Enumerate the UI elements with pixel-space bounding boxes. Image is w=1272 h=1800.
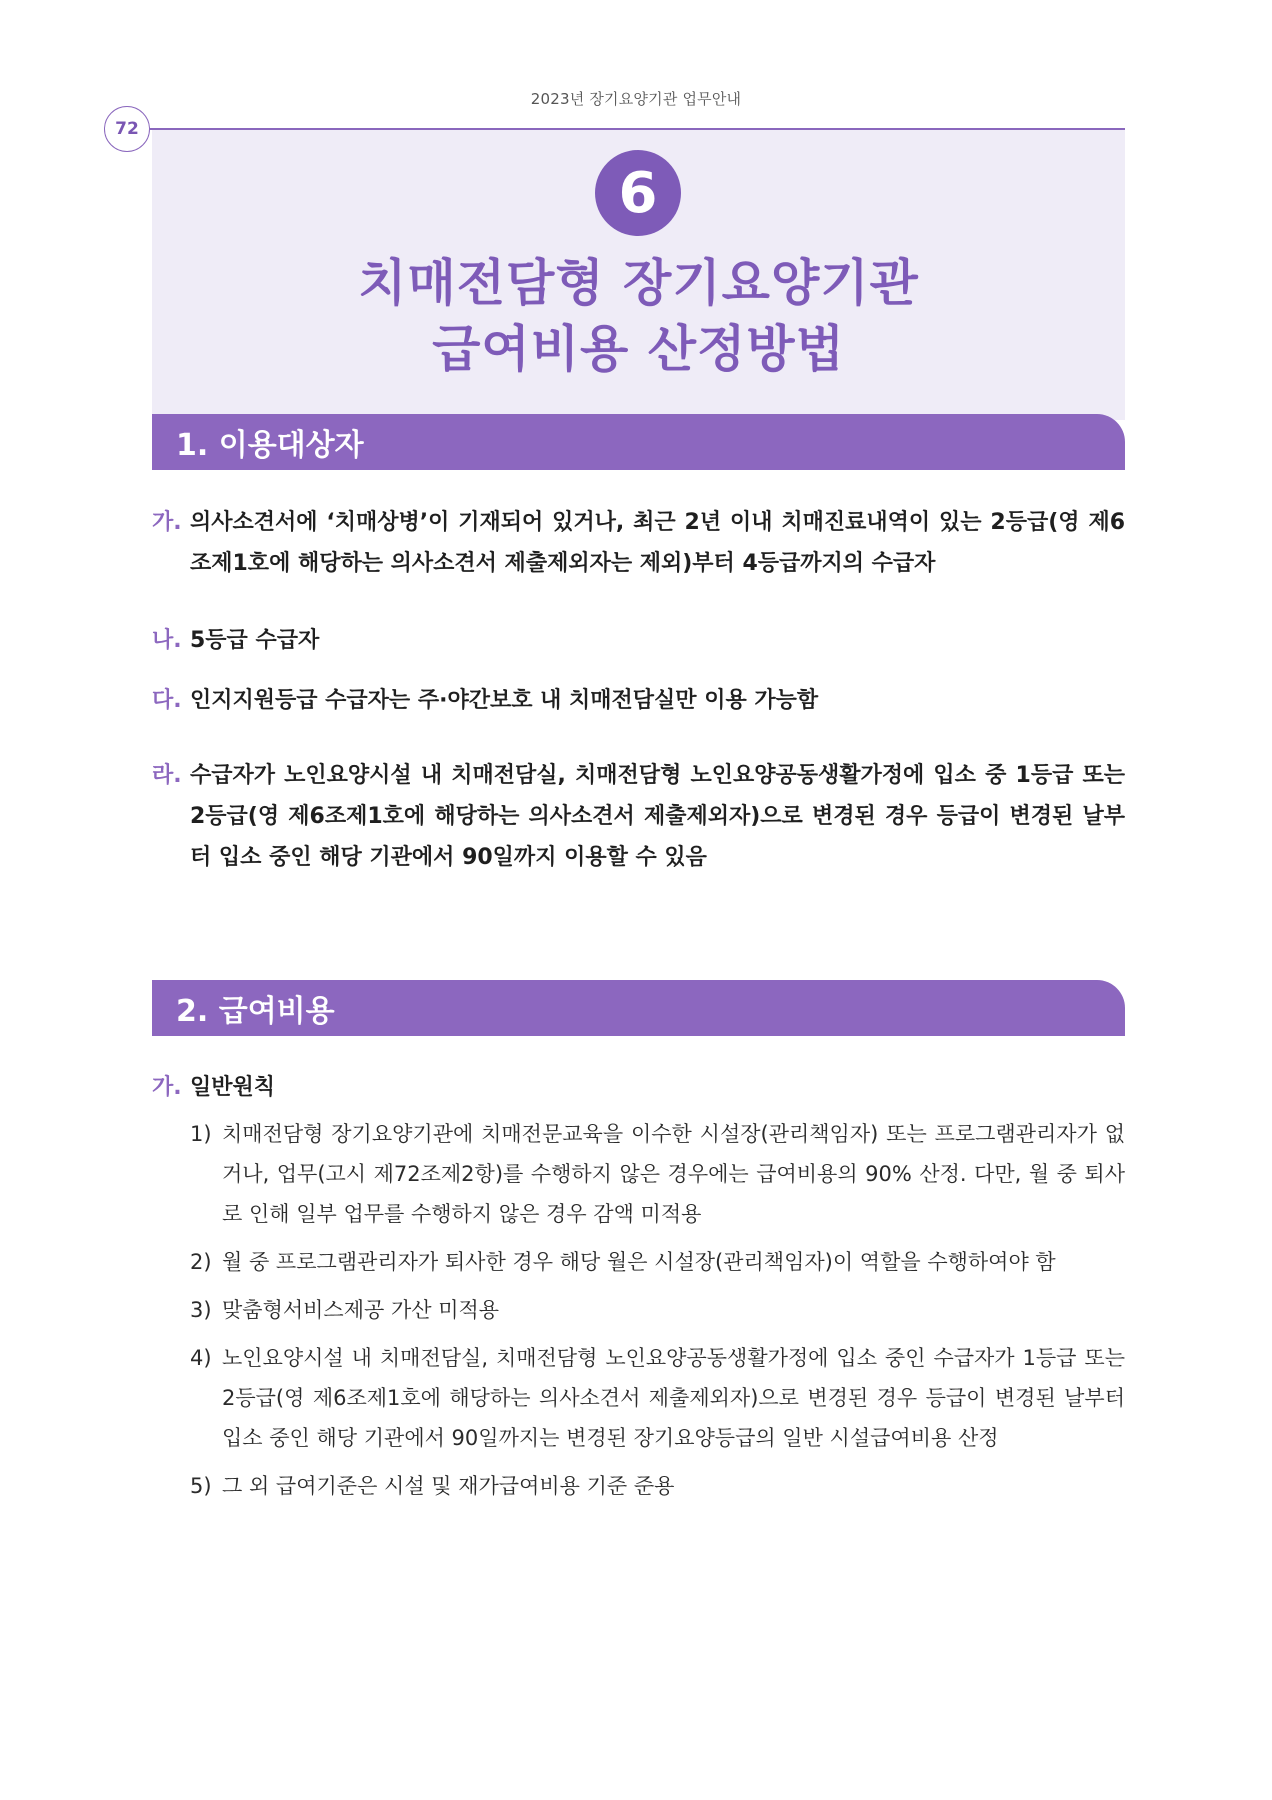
page-number-badge: 72 [104, 106, 150, 152]
subsection-heading [152, 1068, 275, 1108]
item-number: 5) [190, 1474, 212, 1498]
item-number: 2) [190, 1250, 212, 1274]
running-header: 2023년 장기요양기관 업무안내 [530, 90, 742, 108]
chapter-title-line2: 급여비용 산정방법 [432, 320, 845, 378]
list-marker: 나. [152, 628, 182, 653]
numbered-item [190, 1114, 1125, 1234]
numbered-item-text: 맞춤형서비스제공 가산 미적용 [222, 1298, 500, 1322]
list-item [152, 755, 1125, 878]
list-marker: 가. [152, 510, 182, 535]
list-item-text: 의사소견서에 ‘치매상병’이 기재되어 있거나, 최근 2년 이내 치매진료내역이 있는 2등급(영 제6조제1호에 해당하는 의사소견서 제출제외자는 제외)부터 4등급까지의 수급자 [190, 510, 1125, 576]
chapter-title [152, 250, 1125, 382]
numbered-item-text: 그 외 급여기준은 시설 및 재가급여비용 기준 준용 [222, 1474, 675, 1498]
chapter-title-line1: 치매전담형 장기요양기관 [358, 254, 919, 312]
list-item [152, 680, 1125, 721]
list-marker: 다. [152, 688, 182, 713]
item-number: 3) [190, 1298, 212, 1322]
item-number: 1) [190, 1122, 212, 1146]
numbered-item [190, 1338, 1125, 1458]
subsection-heading-text: 일반원칙 [190, 1075, 276, 1100]
list-marker: 가. [152, 1075, 182, 1100]
chapter-number-badge: 6 [595, 150, 681, 236]
numbered-item-text: 치매전담형 장기요양기관에 치매전문교육을 이수한 시설장(관리책임자) 또는 프로그램관리자가 없거나, 업무(고시 제72조제2항)를 수행하지 않은 경우에는 급여비용의 90% 산정. 다만, 월 중 퇴사로 인해 일부 업무를 수행하지 않은 경우 감액 미적용 [222, 1122, 1125, 1226]
numbered-item [190, 1290, 1125, 1330]
list-item-text: 5등급 수급자 [190, 628, 320, 653]
numbered-item-text: 월 중 프로그램관리자가 퇴사한 경우 해당 월은 시설장(관리책임자)이 역할을 수행하여야 함 [222, 1250, 1056, 1274]
numbered-item [190, 1242, 1125, 1282]
numbered-item [190, 1466, 1125, 1506]
list-item-text: 수급자가 노인요양시설 내 치매전담실, 치매전담형 노인요양공동생활가정에 입소 중 1등급 또는 2등급(영 제6조제1호에 해당하는 의사소견서 제출제외자)으로 변경된 경우 등급이 변경된 날부터 입소 중인 해당 기관에서 90일까지 이용할 수 있음 [190, 763, 1125, 870]
item-number: 4) [190, 1346, 212, 1370]
list-item [152, 502, 1125, 584]
list-item [152, 620, 1125, 661]
list-item-text: 인지지원등급 수급자는 주·야간보호 내 치매전담실만 이용 가능함 [190, 688, 819, 713]
section-heading-eligibility: 1. 이용대상자 [152, 414, 1125, 470]
numbered-item-text: 노인요양시설 내 치매전담실, 치매전담형 노인요양공동생활가정에 입소 중인 수급자가 1등급 또는 2등급(영 제6조제1호에 해당하는 의사소견서 제출제외자)으로 변경된 경우 등급이 변경된 날부터 입소 중인 해당 기관에서 90일까지는 변경된 장기요양등급의 일반 시설급여비용 산정 [222, 1346, 1125, 1450]
section-heading-benefit-cost: 2. 급여비용 [152, 980, 1125, 1036]
list-marker: 라. [152, 763, 182, 788]
